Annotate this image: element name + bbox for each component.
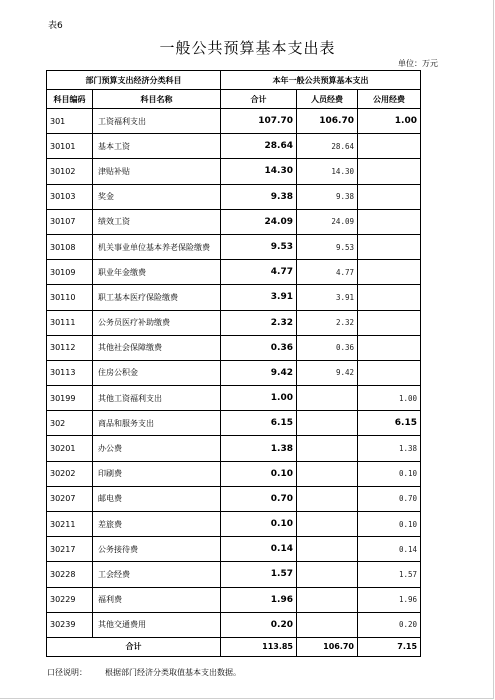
row-public bbox=[358, 335, 421, 360]
table-row bbox=[47, 562, 421, 587]
row-public: 0.10 bbox=[358, 512, 421, 537]
row-code: 30217 bbox=[47, 537, 93, 562]
row-public bbox=[358, 184, 421, 209]
table-row bbox=[47, 335, 421, 360]
row-name: 办公费 bbox=[93, 436, 221, 461]
row-total: 1.96 bbox=[221, 587, 297, 612]
table-row bbox=[47, 285, 421, 310]
row-code: 30113 bbox=[47, 360, 93, 385]
header-name: 科目名称 bbox=[93, 90, 221, 109]
row-name: 公务接待费 bbox=[93, 537, 221, 562]
row-total: 9.42 bbox=[221, 360, 297, 385]
header-total: 合计 bbox=[221, 90, 297, 109]
row-personnel bbox=[297, 386, 358, 411]
table-row bbox=[47, 386, 421, 411]
row-name: 其他交通费用 bbox=[93, 612, 221, 637]
row-public: 0.14 bbox=[358, 537, 421, 562]
row-total: 0.36 bbox=[221, 335, 297, 360]
row-name: 福利费 bbox=[93, 587, 221, 612]
row-name: 工会经费 bbox=[93, 562, 221, 587]
row-name: 住房公积金 bbox=[93, 360, 221, 385]
row-total: 9.53 bbox=[221, 234, 297, 259]
row-public bbox=[358, 209, 421, 234]
total-amount: 113.85 bbox=[221, 637, 297, 656]
budget-table bbox=[46, 70, 421, 657]
row-code: 30103 bbox=[47, 184, 93, 209]
row-name: 其他社会保障缴费 bbox=[93, 335, 221, 360]
row-personnel bbox=[297, 436, 358, 461]
row-name: 印刷费 bbox=[93, 461, 221, 486]
row-personnel: 106.70 bbox=[297, 109, 358, 134]
row-code: 30108 bbox=[47, 234, 93, 259]
row-personnel: 3.91 bbox=[297, 285, 358, 310]
row-personnel: 9.42 bbox=[297, 360, 358, 385]
row-public bbox=[358, 260, 421, 285]
table-row bbox=[47, 537, 421, 562]
row-name: 职业年金缴费 bbox=[93, 260, 221, 285]
row-public: 6.15 bbox=[358, 411, 421, 436]
table-row bbox=[47, 134, 421, 159]
table-row bbox=[47, 209, 421, 234]
row-total: 0.14 bbox=[221, 537, 297, 562]
note bbox=[47, 667, 241, 678]
table-row bbox=[47, 159, 421, 184]
row-name: 公务员医疗补助缴费 bbox=[93, 310, 221, 335]
row-total: 4.77 bbox=[221, 260, 297, 285]
row-name: 邮电费 bbox=[93, 486, 221, 511]
row-total: 0.70 bbox=[221, 486, 297, 511]
row-name: 基本工资 bbox=[93, 134, 221, 159]
row-personnel bbox=[297, 512, 358, 537]
row-personnel bbox=[297, 411, 358, 436]
row-total: 0.10 bbox=[221, 461, 297, 486]
row-personnel bbox=[297, 562, 358, 587]
row-personnel: 24.09 bbox=[297, 209, 358, 234]
row-total: 107.70 bbox=[221, 109, 297, 134]
row-name: 奖金 bbox=[93, 184, 221, 209]
total-label: 合计 bbox=[47, 637, 221, 656]
table-body bbox=[47, 109, 421, 638]
row-personnel bbox=[297, 461, 358, 486]
row-name: 职工基本医疗保险缴费 bbox=[93, 285, 221, 310]
row-name: 商品和服务支出 bbox=[93, 411, 221, 436]
table-row bbox=[47, 436, 421, 461]
table-row bbox=[47, 360, 421, 385]
table-row bbox=[47, 461, 421, 486]
table-row bbox=[47, 587, 421, 612]
table-row bbox=[47, 234, 421, 259]
row-name: 绩效工资 bbox=[93, 209, 221, 234]
row-personnel: 9.38 bbox=[297, 184, 358, 209]
row-code: 30111 bbox=[47, 310, 93, 335]
row-personnel: 9.53 bbox=[297, 234, 358, 259]
row-public: 1.00 bbox=[358, 109, 421, 134]
row-total: 1.38 bbox=[221, 436, 297, 461]
row-public bbox=[358, 234, 421, 259]
row-code: 30211 bbox=[47, 512, 93, 537]
row-name: 差旅费 bbox=[93, 512, 221, 537]
row-public bbox=[358, 360, 421, 385]
row-personnel: 0.36 bbox=[297, 335, 358, 360]
row-personnel bbox=[297, 486, 358, 511]
table-row bbox=[47, 109, 421, 134]
row-personnel: 28.64 bbox=[297, 134, 358, 159]
row-name: 机关事业单位基本养老保险缴费 bbox=[93, 234, 221, 259]
row-public: 1.38 bbox=[358, 436, 421, 461]
header-column-row bbox=[47, 90, 421, 109]
header-personnel: 人员经费 bbox=[297, 90, 358, 109]
header-group-left: 部门预算支出经济分类科目 bbox=[47, 71, 221, 90]
table-row bbox=[47, 486, 421, 511]
row-total: 1.57 bbox=[221, 562, 297, 587]
row-code: 30109 bbox=[47, 260, 93, 285]
row-code: 30228 bbox=[47, 562, 93, 587]
row-total: 6.15 bbox=[221, 411, 297, 436]
note-text: 根据部门经济分类取值基本支出数据。 bbox=[105, 668, 241, 677]
total-public: 7.15 bbox=[358, 637, 421, 656]
row-personnel bbox=[297, 537, 358, 562]
page-title: 一般公共预算基本支出表 bbox=[159, 39, 336, 57]
row-public bbox=[358, 310, 421, 335]
table-row bbox=[47, 184, 421, 209]
row-public: 1.96 bbox=[358, 587, 421, 612]
row-public: 1.57 bbox=[358, 562, 421, 587]
row-public bbox=[358, 285, 421, 310]
row-code: 30102 bbox=[47, 159, 93, 184]
note-label: 口径说明： bbox=[47, 668, 87, 677]
row-total: 0.20 bbox=[221, 612, 297, 637]
row-total: 9.38 bbox=[221, 184, 297, 209]
table-row bbox=[47, 260, 421, 285]
row-name: 津贴补贴 bbox=[93, 159, 221, 184]
total-personnel: 106.70 bbox=[297, 637, 358, 656]
row-code: 30207 bbox=[47, 486, 93, 511]
row-public: 0.70 bbox=[358, 486, 421, 511]
row-public: 0.20 bbox=[358, 612, 421, 637]
row-total: 3.91 bbox=[221, 285, 297, 310]
header-group-right: 本年一般公共预算基本支出 bbox=[221, 71, 421, 90]
row-code: 30107 bbox=[47, 209, 93, 234]
row-code: 30201 bbox=[47, 436, 93, 461]
row-total: 14.30 bbox=[221, 159, 297, 184]
row-total: 24.09 bbox=[221, 209, 297, 234]
row-code: 30101 bbox=[47, 134, 93, 159]
row-code: 30239 bbox=[47, 612, 93, 637]
row-public bbox=[358, 134, 421, 159]
row-personnel bbox=[297, 587, 358, 612]
total-row bbox=[47, 637, 421, 656]
row-public: 1.00 bbox=[358, 386, 421, 411]
row-public bbox=[358, 159, 421, 184]
row-personnel: 2.32 bbox=[297, 310, 358, 335]
row-code: 302 bbox=[47, 411, 93, 436]
row-name: 工资福利支出 bbox=[93, 109, 221, 134]
row-code: 30112 bbox=[47, 335, 93, 360]
table-row bbox=[47, 612, 421, 637]
header-code: 科目编码 bbox=[47, 90, 93, 109]
row-personnel: 4.77 bbox=[297, 260, 358, 285]
unit-label: 单位：万元 bbox=[398, 59, 438, 68]
row-code: 30229 bbox=[47, 587, 93, 612]
row-total: 2.32 bbox=[221, 310, 297, 335]
header-public: 公用经费 bbox=[358, 90, 421, 109]
row-code: 30202 bbox=[47, 461, 93, 486]
table-label: 表6 bbox=[48, 21, 63, 31]
row-public: 0.10 bbox=[358, 461, 421, 486]
table-row bbox=[47, 512, 421, 537]
row-name: 其他工资福利支出 bbox=[93, 386, 221, 411]
row-total: 28.64 bbox=[221, 134, 297, 159]
row-personnel: 14.30 bbox=[297, 159, 358, 184]
row-code: 30199 bbox=[47, 386, 93, 411]
table-row bbox=[47, 310, 421, 335]
row-total: 1.00 bbox=[221, 386, 297, 411]
row-total: 0.10 bbox=[221, 512, 297, 537]
header-group-row bbox=[47, 71, 421, 90]
row-code: 30110 bbox=[47, 285, 93, 310]
row-code: 301 bbox=[47, 109, 93, 134]
row-personnel bbox=[297, 612, 358, 637]
table-row bbox=[47, 411, 421, 436]
